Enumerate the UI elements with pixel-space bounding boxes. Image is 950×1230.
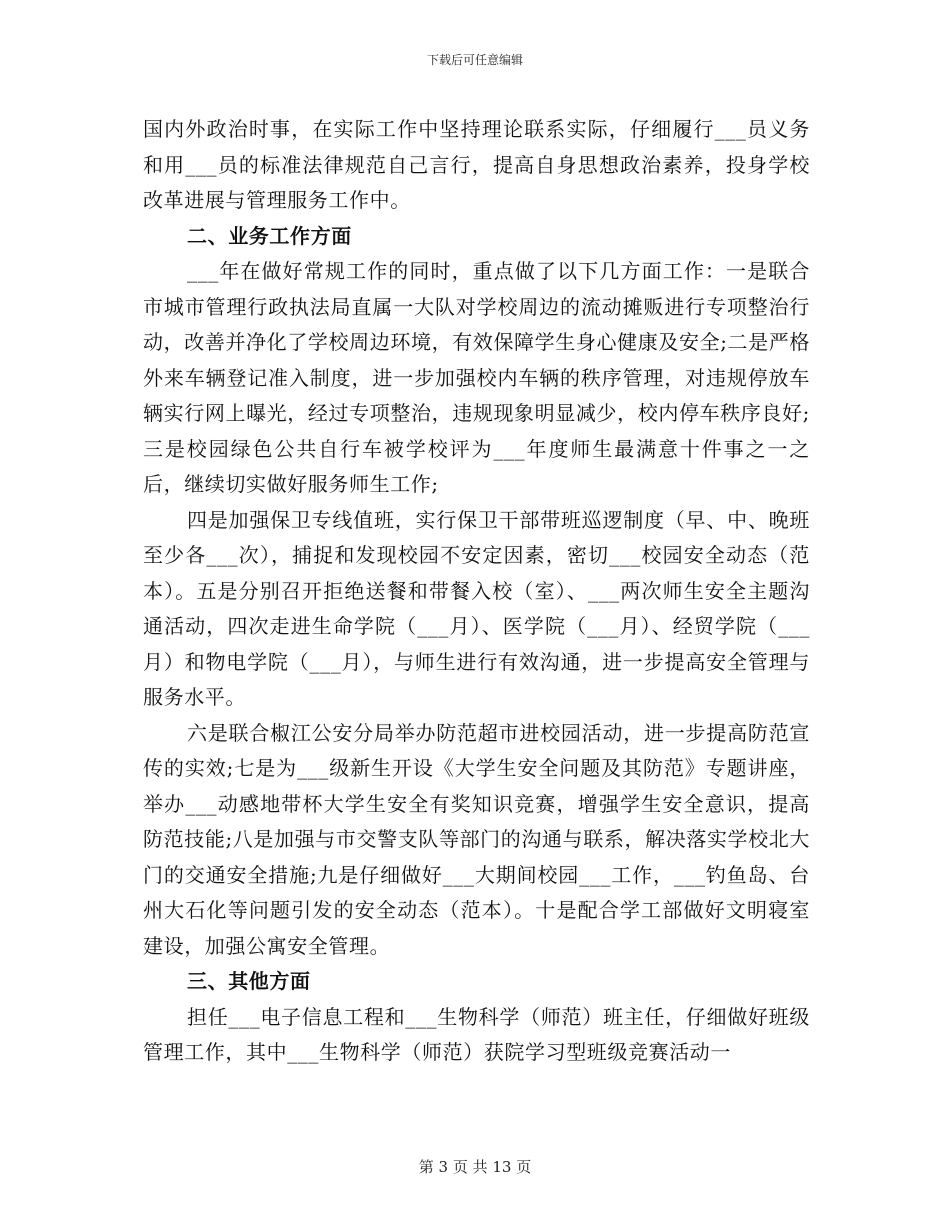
section-heading-other: 三、其他方面	[187, 969, 311, 993]
paragraph-intro: 国内外政治时事，在实际工作中坚持理论联系实际，仔细履行___员义务和用___员的标准法律规范自己言行，提高自身思想政治素养，投身学校改革进展与管理服务工作中。	[143, 117, 810, 212]
paragraph-business-1: ___年在做好常规工作的同时，重点做了以下几方面工作：一是联合市城市管理行政执法局直属一大队对学校周边的流动摊贩进行专项整治行动，改善并净化了学校周边环境，有效保障学生身心健康及安全;二是严格外来车辆登记准入制度，进一步加强校内车辆的秩序管理，对违规停放车辆实行网上曝光，经过专项整治，违规现象明显减少，校内停车秩序良好;三是校园绿色公共自行车被学校评为___年度师生最满意十件事之一之后，继续切实做好服务师生工作;	[143, 259, 810, 496]
paragraph-business-2: 四是加强保卫专线值班，实行保卫干部带班巡逻制度（早、中、晚班至少各___次），捕捉和发现校园不安定因素，密切___校园安全动态（范本）。五是分别召开拒绝送餐和带餐入校（室）、___两次师生安全主题沟通活动，四次走进生命学院（___月）、医学院（___月）、经贸学院（___月）和物电学院（___月），与师生进行有效沟通，进一步提高安全管理与服务水平。	[143, 507, 810, 709]
page-header: 下载后可任意编辑	[426, 53, 523, 67]
paragraph-business-3: 六是联合椒江公安分局举办防范超市进校园活动，进一步提高防范宣传的实效;七是为___级新生开设《大学生安全问题及其防范》专题讲座，举办___动感地带杯大学生安全有奖知识竞赛，增强学生安全意识，提高防范技能;八是加强与市交警支队等部门的沟通与联系，解决落实学校北大门的交通安全措施;九是仔细做好___大期间校园___工作，___钓鱼岛、台州大石化等问题引发的安全动态（范本）。十是配合学工部做好文明寝室建设，加强公寓安全管理。	[143, 720, 810, 958]
section-heading-business: 二、业务工作方面	[187, 223, 352, 248]
page-footer: 第 3 页 共 13 页	[418, 1158, 532, 1176]
paragraph-other-1: 担任___电子信息工程和___生物科学（师范）班主任，仔细做好班级管理工作，其中___生物科学（师范）获院学习型班级竞赛活动一	[143, 1004, 810, 1064]
document-body	[143, 112, 810, 1071]
